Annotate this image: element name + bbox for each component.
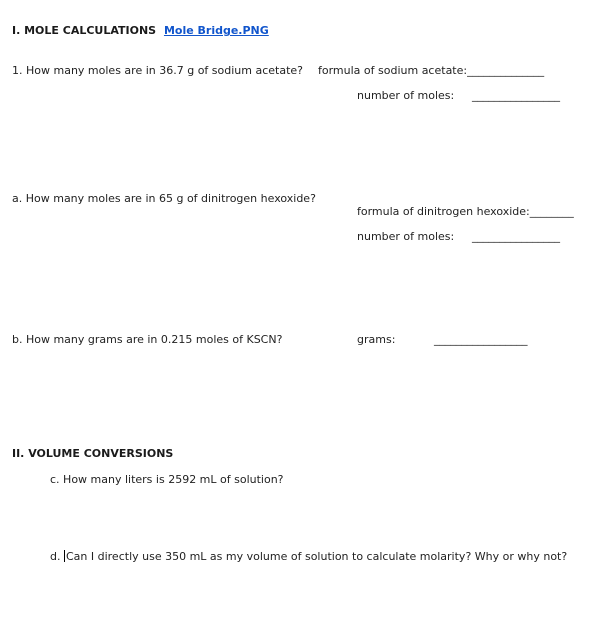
section-mole-calculations	[12, 24, 269, 37]
question-b-text: b. How many grams are in 0.215 moles of KSCN?	[12, 333, 283, 346]
qa-moles-label: number of moles:	[357, 230, 455, 243]
qa-formula-label: formula of dinitrogen hexoxide:	[357, 205, 530, 218]
q1-formula-label: formula of sodium acetate:	[318, 64, 468, 77]
q1-formula-row	[318, 64, 544, 77]
qb-grams-blank[interactable]: _________________	[434, 333, 528, 346]
qd-prefix: d.	[50, 550, 64, 563]
text-cursor	[64, 550, 65, 562]
mole-bridge-link[interactable]: Mole Bridge.PNG	[163, 24, 269, 37]
q1-moles-label: number of moles:	[357, 89, 455, 102]
question-d-text[interactable]: Can I directly use 350 mL as my volume of solution to calculate molarity? Why or why not?	[65, 550, 568, 563]
section1-heading: I. MOLE CALCULATIONS	[12, 24, 157, 37]
qa-moles-blank[interactable]: ________________	[472, 230, 560, 243]
q1-formula-blank[interactable]: ______________	[467, 64, 545, 77]
question-d-row	[50, 550, 567, 563]
qa-formula-row	[357, 205, 574, 218]
qa-formula-blank[interactable]: ________	[529, 205, 574, 218]
section2-heading: II. VOLUME CONVERSIONS	[12, 447, 174, 460]
question-a-text: a. How many moles are in 65 g of dinitrogen hexoxide?	[12, 192, 316, 205]
q1-moles-blank[interactable]: ________________	[472, 89, 560, 102]
question-c-text: c. How many liters is 2592 mL of solution?	[50, 473, 284, 486]
question-1-text: 1. How many moles are in 36.7 g of sodium acetate?	[12, 64, 304, 77]
qb-grams-label: grams:	[357, 333, 396, 346]
